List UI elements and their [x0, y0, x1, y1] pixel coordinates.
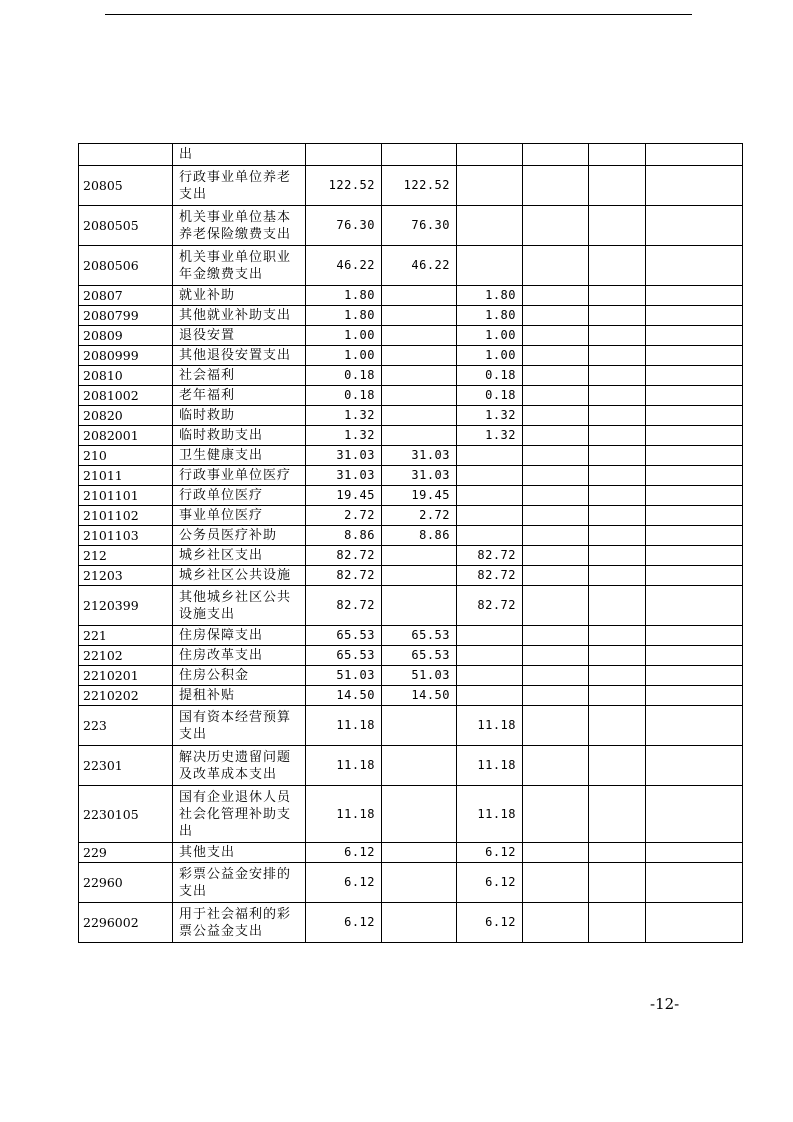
table-row — [79, 903, 743, 943]
empty-cell — [523, 306, 589, 326]
total-amount-cell: 122.52 — [306, 166, 382, 206]
total-amount-cell: 65.53 — [306, 626, 382, 646]
basic-expenditure-cell: 31.03 — [382, 466, 457, 486]
basic-expenditure-cell — [382, 566, 457, 586]
subject-name-cell: 行政事业单位养老支出 — [173, 166, 306, 206]
empty-cell — [589, 386, 646, 406]
subject-code-cell: 20820 — [79, 406, 173, 426]
subject-code-cell: 22102 — [79, 646, 173, 666]
subject-name-cell: 卫生健康支出 — [173, 446, 306, 466]
total-amount-cell: 0.18 — [306, 386, 382, 406]
total-amount-cell: 2.72 — [306, 506, 382, 526]
empty-cell — [523, 843, 589, 863]
basic-expenditure-cell — [382, 786, 457, 843]
subject-name-cell: 提租补贴 — [173, 686, 306, 706]
subject-name-cell: 住房公积金 — [173, 666, 306, 686]
basic-expenditure-cell — [382, 903, 457, 943]
empty-cell — [523, 486, 589, 506]
project-expenditure-cell: 1.00 — [457, 346, 523, 366]
empty-cell — [589, 206, 646, 246]
subject-name-cell: 住房改革支出 — [173, 646, 306, 666]
subject-name-cell: 行政事业单位医疗 — [173, 466, 306, 486]
basic-expenditure-cell: 51.03 — [382, 666, 457, 686]
project-expenditure-cell: 11.18 — [457, 746, 523, 786]
basic-expenditure-cell — [382, 144, 457, 166]
empty-cell — [523, 446, 589, 466]
subject-code-cell: 20807 — [79, 286, 173, 306]
total-amount-cell: 82.72 — [306, 546, 382, 566]
empty-cell — [523, 586, 589, 626]
project-expenditure-cell: 1.32 — [457, 406, 523, 426]
subject-name-cell: 国有资本经营预算支出 — [173, 706, 306, 746]
subject-code-cell: 2101103 — [79, 526, 173, 546]
empty-cell — [589, 706, 646, 746]
project-expenditure-cell: 6.12 — [457, 903, 523, 943]
project-expenditure-cell — [457, 626, 523, 646]
project-expenditure-cell — [457, 246, 523, 286]
table-row — [79, 686, 743, 706]
table-row — [79, 246, 743, 286]
table-row — [79, 843, 743, 863]
subject-code-cell: 2080505 — [79, 206, 173, 246]
empty-cell — [589, 863, 646, 903]
empty-cell — [646, 666, 743, 686]
empty-cell — [646, 486, 743, 506]
total-amount-cell: 1.32 — [306, 426, 382, 446]
empty-cell — [523, 206, 589, 246]
empty-cell — [646, 286, 743, 306]
empty-cell — [646, 426, 743, 446]
empty-cell — [523, 246, 589, 286]
empty-cell — [523, 466, 589, 486]
empty-cell — [646, 586, 743, 626]
empty-cell — [523, 326, 589, 346]
empty-cell — [523, 166, 589, 206]
empty-cell — [589, 903, 646, 943]
empty-cell — [646, 366, 743, 386]
empty-cell — [589, 626, 646, 646]
total-amount-cell: 51.03 — [306, 666, 382, 686]
empty-cell — [646, 526, 743, 546]
empty-cell — [646, 843, 743, 863]
empty-cell — [589, 666, 646, 686]
empty-cell — [646, 144, 743, 166]
subject-name-cell: 国有企业退休人员社会化管理补助支出 — [173, 786, 306, 843]
total-amount-cell: 76.30 — [306, 206, 382, 246]
total-amount-cell: 1.80 — [306, 286, 382, 306]
empty-cell — [646, 406, 743, 426]
empty-cell — [523, 386, 589, 406]
project-expenditure-cell: 0.18 — [457, 366, 523, 386]
subject-name-cell: 就业补助 — [173, 286, 306, 306]
subject-code-cell: 2101102 — [79, 506, 173, 526]
total-amount-cell: 65.53 — [306, 646, 382, 666]
empty-cell — [646, 863, 743, 903]
empty-cell — [523, 406, 589, 426]
basic-expenditure-cell: 65.53 — [382, 626, 457, 646]
project-expenditure-cell: 11.18 — [457, 786, 523, 843]
empty-cell — [646, 166, 743, 206]
total-amount-cell: 1.80 — [306, 306, 382, 326]
subject-name-cell: 事业单位医疗 — [173, 506, 306, 526]
table-row — [79, 746, 743, 786]
subject-name-cell: 城乡社区支出 — [173, 546, 306, 566]
empty-cell — [646, 546, 743, 566]
total-amount-cell: 14.50 — [306, 686, 382, 706]
empty-cell — [589, 586, 646, 626]
empty-cell — [589, 486, 646, 506]
empty-cell — [589, 466, 646, 486]
total-amount-cell: 11.18 — [306, 786, 382, 843]
subject-name-cell: 临时救助 — [173, 406, 306, 426]
total-amount-cell: 1.32 — [306, 406, 382, 426]
table-row — [79, 546, 743, 566]
project-expenditure-cell — [457, 506, 523, 526]
empty-cell — [523, 546, 589, 566]
subject-code-cell: 2080506 — [79, 246, 173, 286]
total-amount-cell: 31.03 — [306, 466, 382, 486]
basic-expenditure-cell: 122.52 — [382, 166, 457, 206]
subject-name-cell: 其他退役安置支出 — [173, 346, 306, 366]
project-expenditure-cell: 1.80 — [457, 286, 523, 306]
subject-name-cell: 行政单位医疗 — [173, 486, 306, 506]
subject-code-cell: 2120399 — [79, 586, 173, 626]
project-expenditure-cell: 82.72 — [457, 586, 523, 626]
empty-cell — [646, 626, 743, 646]
basic-expenditure-cell — [382, 586, 457, 626]
empty-cell — [523, 426, 589, 446]
basic-expenditure-cell — [382, 326, 457, 346]
empty-cell — [646, 686, 743, 706]
subject-code-cell: 223 — [79, 706, 173, 746]
empty-cell — [646, 246, 743, 286]
subject-name-cell: 出 — [173, 144, 306, 166]
table-row — [79, 706, 743, 746]
project-expenditure-cell — [457, 144, 523, 166]
empty-cell — [589, 446, 646, 466]
empty-cell — [589, 566, 646, 586]
table-body — [79, 144, 743, 943]
project-expenditure-cell — [457, 206, 523, 246]
subject-code-cell: 21011 — [79, 466, 173, 486]
empty-cell — [523, 903, 589, 943]
table-row — [79, 786, 743, 843]
table-row — [79, 586, 743, 626]
project-expenditure-cell — [457, 646, 523, 666]
basic-expenditure-cell: 31.03 — [382, 446, 457, 466]
subject-code-cell: 22960 — [79, 863, 173, 903]
basic-expenditure-cell — [382, 863, 457, 903]
empty-cell — [523, 526, 589, 546]
basic-expenditure-cell — [382, 286, 457, 306]
total-amount-cell: 0.18 — [306, 366, 382, 386]
empty-cell — [523, 286, 589, 306]
basic-expenditure-cell — [382, 306, 457, 326]
empty-cell — [523, 686, 589, 706]
project-expenditure-cell: 1.00 — [457, 326, 523, 346]
table-row — [79, 206, 743, 246]
empty-cell — [589, 166, 646, 206]
header-rule — [105, 14, 692, 15]
subject-code-cell: 21203 — [79, 566, 173, 586]
empty-cell — [646, 306, 743, 326]
subject-code-cell: 2080799 — [79, 306, 173, 326]
empty-cell — [589, 843, 646, 863]
project-expenditure-cell — [457, 446, 523, 466]
empty-cell — [589, 326, 646, 346]
subject-code-cell: 2082001 — [79, 426, 173, 446]
project-expenditure-cell — [457, 486, 523, 506]
table-row — [79, 666, 743, 686]
empty-cell — [523, 746, 589, 786]
basic-expenditure-cell — [382, 346, 457, 366]
basic-expenditure-cell: 19.45 — [382, 486, 457, 506]
table-row — [79, 446, 743, 466]
subject-name-cell: 机关事业单位基本养老保险缴费支出 — [173, 206, 306, 246]
total-amount-cell: 11.18 — [306, 706, 382, 746]
basic-expenditure-cell: 14.50 — [382, 686, 457, 706]
project-expenditure-cell: 82.72 — [457, 566, 523, 586]
basic-expenditure-cell — [382, 546, 457, 566]
subject-code-cell — [79, 144, 173, 166]
subject-code-cell: 20805 — [79, 166, 173, 206]
subject-name-cell: 解决历史遗留问题及改革成本支出 — [173, 746, 306, 786]
page-number: -12- — [650, 995, 680, 1013]
subject-code-cell: 20809 — [79, 326, 173, 346]
subject-name-cell: 机关事业单位职业年金缴费支出 — [173, 246, 306, 286]
budget-expenditure-table — [78, 143, 743, 943]
empty-cell — [523, 506, 589, 526]
total-amount-cell: 82.72 — [306, 566, 382, 586]
table-row — [79, 366, 743, 386]
table-row — [79, 346, 743, 366]
empty-cell — [646, 466, 743, 486]
empty-cell — [646, 786, 743, 843]
empty-cell — [646, 706, 743, 746]
subject-name-cell: 老年福利 — [173, 386, 306, 406]
project-expenditure-cell — [457, 686, 523, 706]
empty-cell — [589, 286, 646, 306]
project-expenditure-cell — [457, 526, 523, 546]
subject-name-cell: 其他城乡社区公共设施支出 — [173, 586, 306, 626]
project-expenditure-cell — [457, 466, 523, 486]
table-row — [79, 286, 743, 306]
empty-cell — [523, 346, 589, 366]
empty-cell — [589, 144, 646, 166]
empty-cell — [646, 446, 743, 466]
empty-cell — [523, 646, 589, 666]
basic-expenditure-cell — [382, 386, 457, 406]
project-expenditure-cell: 6.12 — [457, 863, 523, 903]
subject-code-cell: 2230105 — [79, 786, 173, 843]
empty-cell — [589, 426, 646, 446]
table-row — [79, 406, 743, 426]
subject-name-cell: 其他支出 — [173, 843, 306, 863]
subject-name-cell: 退役安置 — [173, 326, 306, 346]
table-row — [79, 526, 743, 546]
empty-cell — [646, 566, 743, 586]
basic-expenditure-cell — [382, 843, 457, 863]
table-row — [79, 144, 743, 166]
basic-expenditure-cell: 2.72 — [382, 506, 457, 526]
empty-cell — [646, 326, 743, 346]
basic-expenditure-cell: 76.30 — [382, 206, 457, 246]
subject-code-cell: 2296002 — [79, 903, 173, 943]
total-amount-cell: 8.86 — [306, 526, 382, 546]
subject-name-cell: 临时救助支出 — [173, 426, 306, 446]
table-row — [79, 426, 743, 446]
empty-cell — [646, 903, 743, 943]
subject-code-cell: 212 — [79, 546, 173, 566]
empty-cell — [523, 566, 589, 586]
empty-cell — [646, 206, 743, 246]
subject-name-cell: 城乡社区公共设施 — [173, 566, 306, 586]
empty-cell — [646, 746, 743, 786]
project-expenditure-cell: 11.18 — [457, 706, 523, 746]
project-expenditure-cell: 82.72 — [457, 546, 523, 566]
basic-expenditure-cell — [382, 746, 457, 786]
empty-cell — [646, 506, 743, 526]
subject-name-cell: 用于社会福利的彩票公益金支出 — [173, 903, 306, 943]
empty-cell — [646, 386, 743, 406]
subject-name-cell: 其他就业补助支出 — [173, 306, 306, 326]
empty-cell — [589, 366, 646, 386]
subject-code-cell: 221 — [79, 626, 173, 646]
subject-code-cell: 2210201 — [79, 666, 173, 686]
empty-cell — [523, 666, 589, 686]
subject-code-cell: 22301 — [79, 746, 173, 786]
subject-name-cell: 公务员医疗补助 — [173, 526, 306, 546]
table-row — [79, 566, 743, 586]
total-amount-cell: 82.72 — [306, 586, 382, 626]
empty-cell — [646, 346, 743, 366]
table-row — [79, 506, 743, 526]
total-amount-cell: 11.18 — [306, 746, 382, 786]
empty-cell — [523, 786, 589, 843]
basic-expenditure-cell: 46.22 — [382, 246, 457, 286]
table-row — [79, 386, 743, 406]
empty-cell — [523, 863, 589, 903]
project-expenditure-cell — [457, 666, 523, 686]
basic-expenditure-cell — [382, 426, 457, 446]
table-row — [79, 863, 743, 903]
table-row — [79, 626, 743, 646]
empty-cell — [589, 346, 646, 366]
empty-cell — [589, 746, 646, 786]
total-amount-cell: 6.12 — [306, 903, 382, 943]
basic-expenditure-cell — [382, 706, 457, 746]
total-amount-cell: 1.00 — [306, 326, 382, 346]
project-expenditure-cell: 0.18 — [457, 386, 523, 406]
table-row — [79, 306, 743, 326]
table-row — [79, 166, 743, 206]
subject-code-cell: 2081002 — [79, 386, 173, 406]
empty-cell — [589, 546, 646, 566]
total-amount-cell: 1.00 — [306, 346, 382, 366]
project-expenditure-cell: 1.80 — [457, 306, 523, 326]
empty-cell — [523, 144, 589, 166]
total-amount-cell: 19.45 — [306, 486, 382, 506]
total-amount-cell — [306, 144, 382, 166]
subject-name-cell: 社会福利 — [173, 366, 306, 386]
empty-cell — [589, 526, 646, 546]
empty-cell — [589, 786, 646, 843]
empty-cell — [523, 366, 589, 386]
project-expenditure-cell: 6.12 — [457, 843, 523, 863]
basic-expenditure-cell: 8.86 — [382, 526, 457, 546]
empty-cell — [523, 706, 589, 746]
total-amount-cell: 6.12 — [306, 863, 382, 903]
empty-cell — [589, 306, 646, 326]
empty-cell — [523, 626, 589, 646]
empty-cell — [589, 406, 646, 426]
table-row — [79, 326, 743, 346]
table-row — [79, 466, 743, 486]
project-expenditure-cell: 1.32 — [457, 426, 523, 446]
subject-name-cell: 彩票公益金安排的支出 — [173, 863, 306, 903]
subject-code-cell: 2210202 — [79, 686, 173, 706]
project-expenditure-cell — [457, 166, 523, 206]
empty-cell — [589, 686, 646, 706]
subject-code-cell: 210 — [79, 446, 173, 466]
empty-cell — [589, 246, 646, 286]
subject-code-cell: 2101101 — [79, 486, 173, 506]
empty-cell — [646, 646, 743, 666]
empty-cell — [589, 646, 646, 666]
basic-expenditure-cell — [382, 406, 457, 426]
total-amount-cell: 46.22 — [306, 246, 382, 286]
basic-expenditure-cell — [382, 366, 457, 386]
table-row — [79, 646, 743, 666]
subject-code-cell: 229 — [79, 843, 173, 863]
subject-name-cell: 住房保障支出 — [173, 626, 306, 646]
subject-code-cell: 2080999 — [79, 346, 173, 366]
empty-cell — [589, 506, 646, 526]
total-amount-cell: 31.03 — [306, 446, 382, 466]
total-amount-cell: 6.12 — [306, 843, 382, 863]
subject-code-cell: 20810 — [79, 366, 173, 386]
basic-expenditure-cell: 65.53 — [382, 646, 457, 666]
table-row — [79, 486, 743, 506]
